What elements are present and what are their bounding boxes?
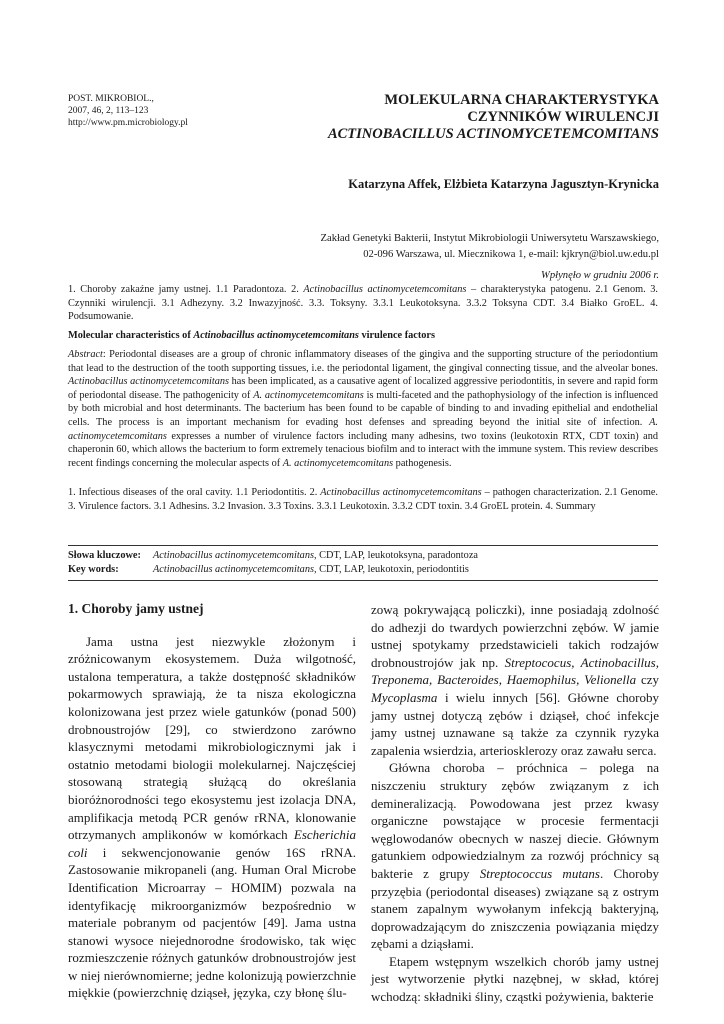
title-line-1: MOLEKULARNA CHARAKTERYSTYKA bbox=[384, 92, 659, 108]
genus-name: Mycoplasma bbox=[371, 689, 438, 705]
body-column-left bbox=[68, 600, 356, 1002]
abstract bbox=[68, 348, 658, 470]
paragraph-text: Jama ustna jest niezwykle złożonym i zróżnicowanym ekosystemem. Duża wilgotność, ustalona temperatura, a także dostępność składników pokarmowych sprawiają, że ta nisza ekologiczna kolonizowana jest przez wiele gatunków (ponad 500) drobnoustrojów [29], co stwierdzono zarówno klasycznymi metodami mikrobiologicznymi jak i ostatnio metodami biologii molekularnej. Najczęściej stosowaną strategią służącą do określania bioróżnorodności tego ekosystemu jest izolacja DNA, amplifikacja metodą PCR genów rRNA, klonowanie otrzymanych amplikonów w komórkach bbox=[68, 633, 356, 843]
affiliation-line-2: 02-096 Warszawa, ul. Miecznikowa 1, e-mail: kjkryn@biol.uw.edu.pl bbox=[363, 248, 659, 260]
divider-bottom bbox=[68, 580, 658, 581]
table-of-contents-pl bbox=[68, 283, 658, 324]
toc-pl-text-c: – charakterystyka patogenu. 2.1 Genom. 3. Czynniki wirulencji. 3.1 Adhezyny. 3.2 Inwazyjność. 3.3. Toksyny. 3.3.1 Leukotoksyna. 3.3.2 Toksyna CDT. 3.4 Białko GroEL. 4. Podsumowanie. bbox=[68, 284, 658, 323]
paragraph-2 bbox=[371, 759, 659, 953]
title-line-3: ACTINOBACILLUS ACTINOMYCETEMCOMITANS bbox=[327, 126, 659, 142]
section-heading: 1. Choroby jamy ustnej bbox=[68, 601, 204, 616]
abstract-species: A. actinomycetemcomitans bbox=[282, 457, 394, 469]
paragraph-3: Etapem wstępnym wszelkich chorób jamy ustnej jest wytworzenie płytki nazębnej, w skład, której wchodzą: składniki śliny, cząstki pożywienia, bakterie bbox=[371, 953, 659, 1005]
abstract-text: is multi-faceted and the pathophysiology of the infection is influenced by both microbial and host determinants. The bacterium has been found to be capable of binding to and invading epithelial and endothelial cells. The process is an important mechanism for evading host defenses and spreading beyond the initial site of infection. bbox=[68, 389, 658, 428]
toc-pl-species: Actinobacillus actinomycetemcomitans bbox=[303, 284, 467, 295]
toc-en-text-a: 1. Infectious diseases of the oral cavity. 1.1 Periodontitis. 2. bbox=[68, 487, 321, 498]
authors: Katarzyna Affek, Elżbieta Katarzyna Jagusztyn-Krynicka bbox=[348, 177, 659, 191]
keywords-en bbox=[68, 563, 469, 577]
toc-en-species: Actinobacillus actinomycetemcomitans bbox=[320, 487, 482, 498]
journal-citation bbox=[68, 93, 188, 129]
keywords-en-species: Actinobacillus actinomycetemcomitans, bbox=[153, 564, 317, 575]
toc-en-text-c: – pathogen characterization. 2.1 Genome. 3. Virulence factors. 3.1 Adhesins. 3.2 Invasion. 3.3 Toxins. 3.3.1 Leukotoxin. 3.3.2 CDT toxin. 3.4 GroEL protein. 4. Summary bbox=[68, 487, 658, 512]
affiliation-line-1: Zakład Genetyki Bakterii, Instytut Mikrobiologii Uniwersytetu Warszawskiego, bbox=[320, 233, 659, 244]
abstract-species: Actinobacillus actinomycetemcomitans bbox=[68, 376, 230, 388]
en-title-a: Molecular characteristics of bbox=[68, 330, 194, 341]
paragraph-text: . Choroby przyzębia (periodontal diseases) związane są z ostrym stanem zapalnym wywołanym infekcją bakteryjną, doprowadzającym do zniszczenia powiązania między zębami a dziąsłami. bbox=[371, 865, 660, 952]
en-title-c: virulence factors bbox=[358, 330, 435, 341]
affiliation bbox=[239, 231, 659, 262]
abstract-species: A. actinomycetemcomitans bbox=[253, 389, 364, 401]
paragraph-text: Główna choroba – próchnica – polega na niszczeniu struktury zębów związanym z ich demineralizacją. Powodowana jest przez kwasy organiczne powstające w procesie fermentacji węglowodanów obecnych w naszej diecie. Głównym gatunkiem odpowiedzialnym za rozwój próchnicy są bakterie z grupy bbox=[371, 760, 659, 881]
table-of-contents-en bbox=[68, 486, 658, 513]
keywords-en-label: Key words: bbox=[68, 564, 119, 575]
paragraph-1 bbox=[68, 633, 356, 1002]
paragraph-text: czy bbox=[636, 672, 659, 688]
received-date: Wpłynęło w grudniu 2006 r. bbox=[541, 270, 659, 281]
journal-volume: 2007, 46, 2, 113–123 bbox=[68, 106, 149, 116]
paragraph-text: zową pokrywającą policzki), inne posiadają zdolność do adhezji do twardych powierzchni zębów. W jamie ustnej spotykamy przedstawicieli takich rodzajów drobnoustrojów jak np. bbox=[371, 602, 659, 670]
journal-url[interactable]: http://www.pm.microbiology.pl bbox=[68, 118, 188, 128]
journal-name: POST. MIKROBIOL., bbox=[68, 94, 154, 104]
keywords-pl bbox=[68, 549, 478, 563]
abstract-text: has been implicated, as a causative agent of localized aggressive periodontitis, in severe and rapid form of periodontal disease. The pathogenicity of bbox=[68, 376, 658, 401]
divider-top bbox=[68, 545, 658, 546]
species-name: Escherichia coli bbox=[68, 827, 356, 860]
paragraph-text: i wielu innych [56]. Główne choroby jamy ustnej dotyczą zębów i dziąseł, choć infekcje jamy ustnej uznawane są także za czynnik ryzyka zapalenia wsierdzia, arteriosklerozy oraz zawału serca. bbox=[371, 689, 659, 758]
paragraph-1-continued bbox=[371, 601, 659, 759]
title-line-2: CZYNNIKÓW WIRULENCJI bbox=[467, 109, 659, 125]
abstract-species: A. actinomycetemcomitans bbox=[68, 416, 658, 442]
keywords-pl-rest: , CDT, LAP, leukotoksyna, paradontoza bbox=[314, 550, 478, 561]
keywords-pl-species: Actinobacillus actinomycetemcomitans bbox=[153, 550, 314, 561]
abstract-text: expresses a number of virulence factors including many adhesins, two toxins (leukotoxin RTX, CDT toxin) and chaperonin 60, which allows the bacterium to form extremely tenacious biofilm and to interact with the immune system. This review describes recent findings concerning the molecular aspects of bbox=[68, 430, 658, 469]
keywords-en-rest: CDT, LAP, leukotoxin, periodontitis bbox=[316, 564, 469, 575]
abstract-text: pathogenesis. bbox=[393, 457, 452, 469]
english-title bbox=[68, 329, 658, 343]
toc-pl-text-a: 1. Choroby zakaźne jamy ustnej. 1.1 Paradontoza. 2. bbox=[68, 284, 304, 295]
species-name: Streptococcus mutans bbox=[479, 865, 600, 881]
genus-list: Streptococus, Actinobacillus, Treponema, Bacteroides, Haemophilus, Velionella bbox=[371, 654, 659, 688]
keywords-pl-label: Słowa kluczowe: bbox=[68, 550, 141, 561]
en-title-species: Actinobacillus actinomycetemcomitans bbox=[193, 330, 359, 341]
paragraph-text: i sekwencjonowanie genów 16S rRNA. Zastosowanie mikropaneli (ang. Human Oral Microbe Identification Microarray – HOMIM) pozwala na identyfikację mikroorganizmów bezpośrednio w materiale pobranym od pacjentów [49]. Jama ustna stanowi wysoce niejednorodne środowisko, tak więc rozmieszczenie różnych gatunków drobnoustrojów jest w niej nierównomierne; jedne kolonizują powierzchnie miękkie (powierzchnię dziąseł, języka, czy błonę ślu- bbox=[68, 844, 356, 1001]
abstract-label: Abstract bbox=[68, 349, 103, 360]
article-title bbox=[299, 92, 659, 143]
abstract-text: : Periodontal diseases are a group of chronic inflammatory diseases of the gingiva and the supporting structure of the periodontium that lead to the destruction of the tooth supporting tissues, i.e. the periodontal ligament, the gingival connecting tissue, and the alveolar bones. bbox=[68, 349, 658, 374]
body-column-right bbox=[371, 601, 659, 1006]
